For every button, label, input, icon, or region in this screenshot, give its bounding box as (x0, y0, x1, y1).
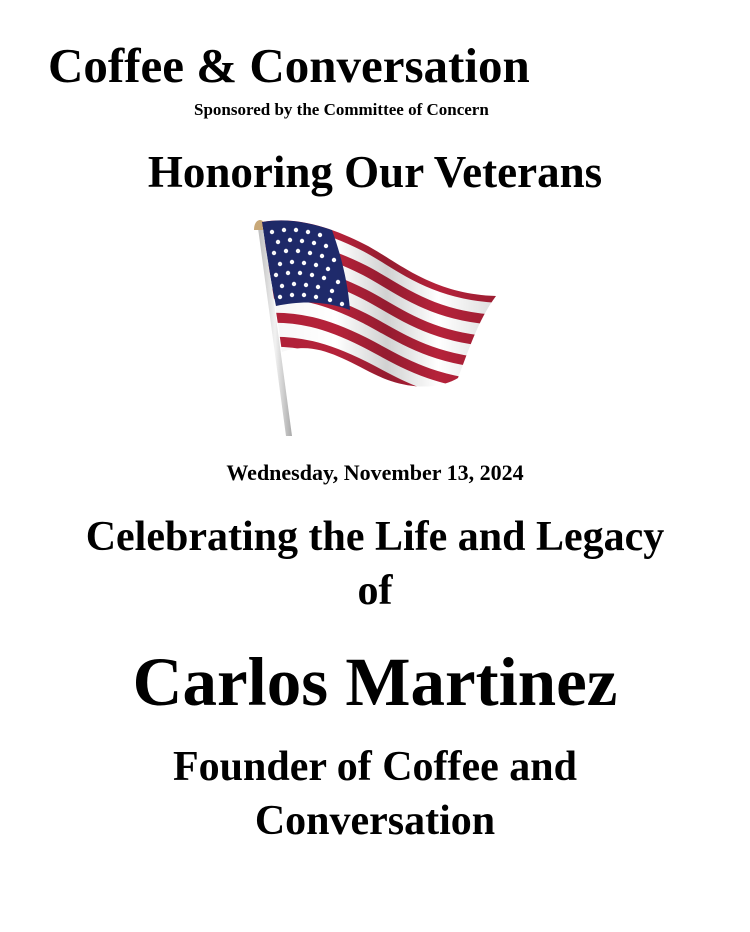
sponsor-line: Sponsored by the Committee of Concern (194, 100, 489, 119)
honoree-name: Carlos Martinez (132, 644, 618, 720)
tribute-line-2: of (357, 568, 393, 614)
role-line-1: Founder of Coffee and (172, 744, 578, 790)
tribute-heading (0, 510, 750, 618)
honoree-role (0, 740, 750, 848)
event-heading: Honoring Our Veterans (147, 147, 603, 197)
tribute-line-1: Celebrating the Life and Legacy (85, 514, 665, 560)
american-flag-icon (246, 218, 502, 440)
event-title: Coffee & Conversation (48, 38, 530, 93)
role-line-2: Conversation (254, 798, 496, 844)
event-date: Wednesday, November 13, 2024 (226, 460, 524, 485)
